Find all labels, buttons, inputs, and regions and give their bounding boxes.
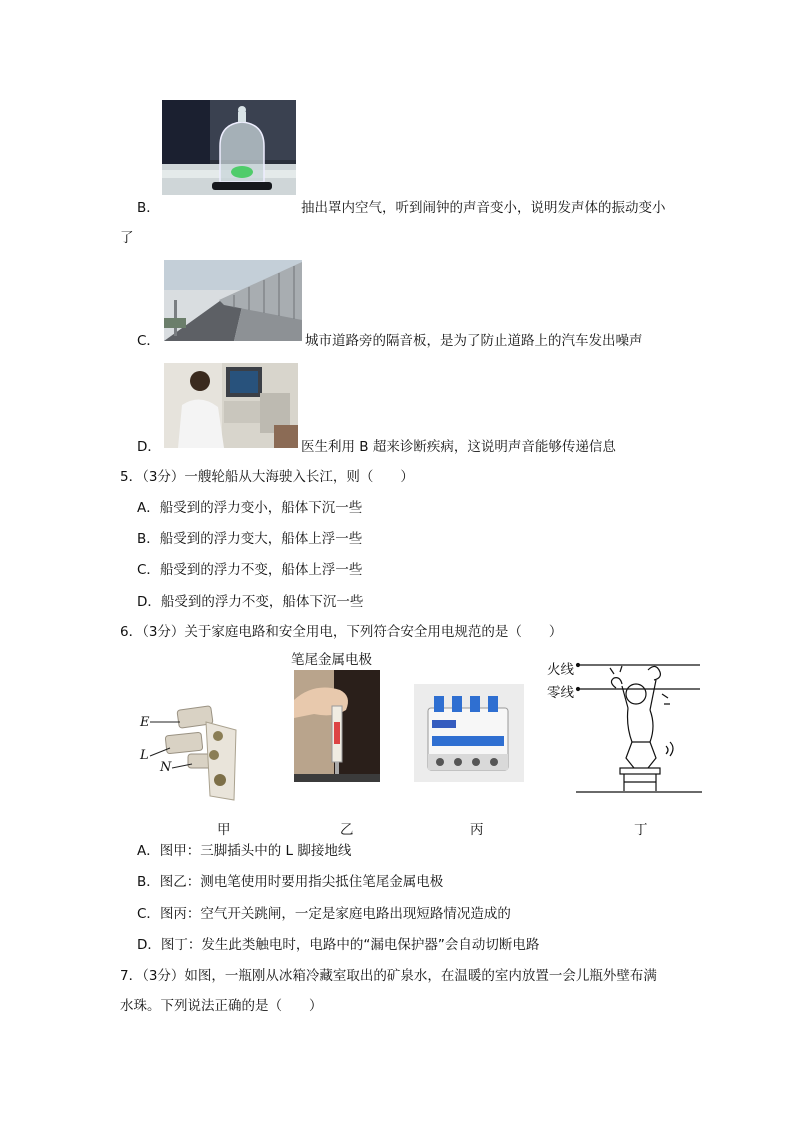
q6-stem: 6．（3分）关于家庭电路和安全用电，下列符合安全用电规范的是（ ） <box>120 624 563 640</box>
q5-option-a <box>137 499 362 517</box>
option-letter: D． <box>137 594 161 610</box>
q7-stem-cont: 水珠。下列说法正确的是（ ） <box>120 998 323 1014</box>
plug-figure <box>136 700 246 804</box>
ultrasound-photo <box>164 363 298 448</box>
test-pen-photo <box>294 670 380 782</box>
option-letter: A． <box>137 500 160 516</box>
option-text: 图甲：三脚插头中的 L 脚接地线 <box>159 843 352 859</box>
plug-label-e: E <box>140 715 150 730</box>
caption-jia: 甲 <box>217 822 231 838</box>
option-letter: B． <box>137 874 160 890</box>
q7-stem: 7．（3分）如图，一瓶刚从冰箱冷藏室取出的矿泉水，在温暖的室内放置一会儿瓶外壁布满 <box>120 968 657 984</box>
option-d-letter: D． <box>137 439 161 455</box>
q6-option-c <box>137 905 511 923</box>
wire-label-live: 火线 <box>547 662 574 678</box>
option-b-text-wrap: 了 <box>120 230 134 246</box>
caption-bing: 丙 <box>470 822 484 838</box>
option-text: 船受到的浮力变小，船体下沉一些 <box>159 500 363 516</box>
caption-yi: 乙 <box>340 822 354 838</box>
option-text: 图丙：空气开关跳闸，一定是家庭电路出现短路情况造成的 <box>159 906 511 922</box>
option-b-text: 抽出罩内空气，听到闹钟的声音变小，说明发声体的振动变小 <box>301 200 666 216</box>
option-letter: C． <box>137 906 160 922</box>
q6-option-a <box>137 842 351 860</box>
q6-option-d <box>137 936 539 954</box>
option-text: 船受到的浮力变大，船体上浮一些 <box>159 531 363 547</box>
option-text: 图丁：发生此类触电时，电路中的“漏电保护器”会自动切断电路 <box>160 937 540 953</box>
shock-diagram <box>574 654 704 796</box>
option-c-letter: C． <box>137 333 160 349</box>
wire-label-neutral: 零线 <box>547 685 574 701</box>
option-text: 船受到的浮力不变，船体下沉一些 <box>160 594 364 610</box>
option-c-text: 城市道路旁的隔音板，是为了防止道路上的汽车发出噪声 <box>305 333 643 349</box>
q5-option-c <box>137 561 362 579</box>
air-switch-photo <box>414 684 524 782</box>
sound-barrier-photo <box>164 260 302 341</box>
option-letter: A． <box>137 843 160 859</box>
pen-label: 笔尾金属电极 <box>291 652 372 668</box>
option-letter: D． <box>137 937 161 953</box>
option-b-letter: B． <box>137 200 160 216</box>
option-text: 船受到的浮力不变，船体上浮一些 <box>159 562 363 578</box>
q5-option-b <box>137 530 362 548</box>
caption-ding: 丁 <box>634 822 648 838</box>
bell-jar-photo <box>162 100 296 195</box>
q5-stem: 5．（3分）一艘轮船从大海驶入长江，则（ ） <box>120 469 414 485</box>
plug-label-n: N <box>160 760 172 775</box>
plug-label-l: L <box>140 748 149 763</box>
option-d-text: 医生利用 B 超来诊断疾病，这说明声音能够传递信息 <box>301 439 616 455</box>
option-letter: B． <box>137 531 160 547</box>
option-letter: C． <box>137 562 160 578</box>
q5-option-d <box>137 593 363 611</box>
option-text: 图乙：测电笔使用时要用指尖抵住笔尾金属电极 <box>159 874 444 890</box>
q6-option-b <box>137 873 443 891</box>
